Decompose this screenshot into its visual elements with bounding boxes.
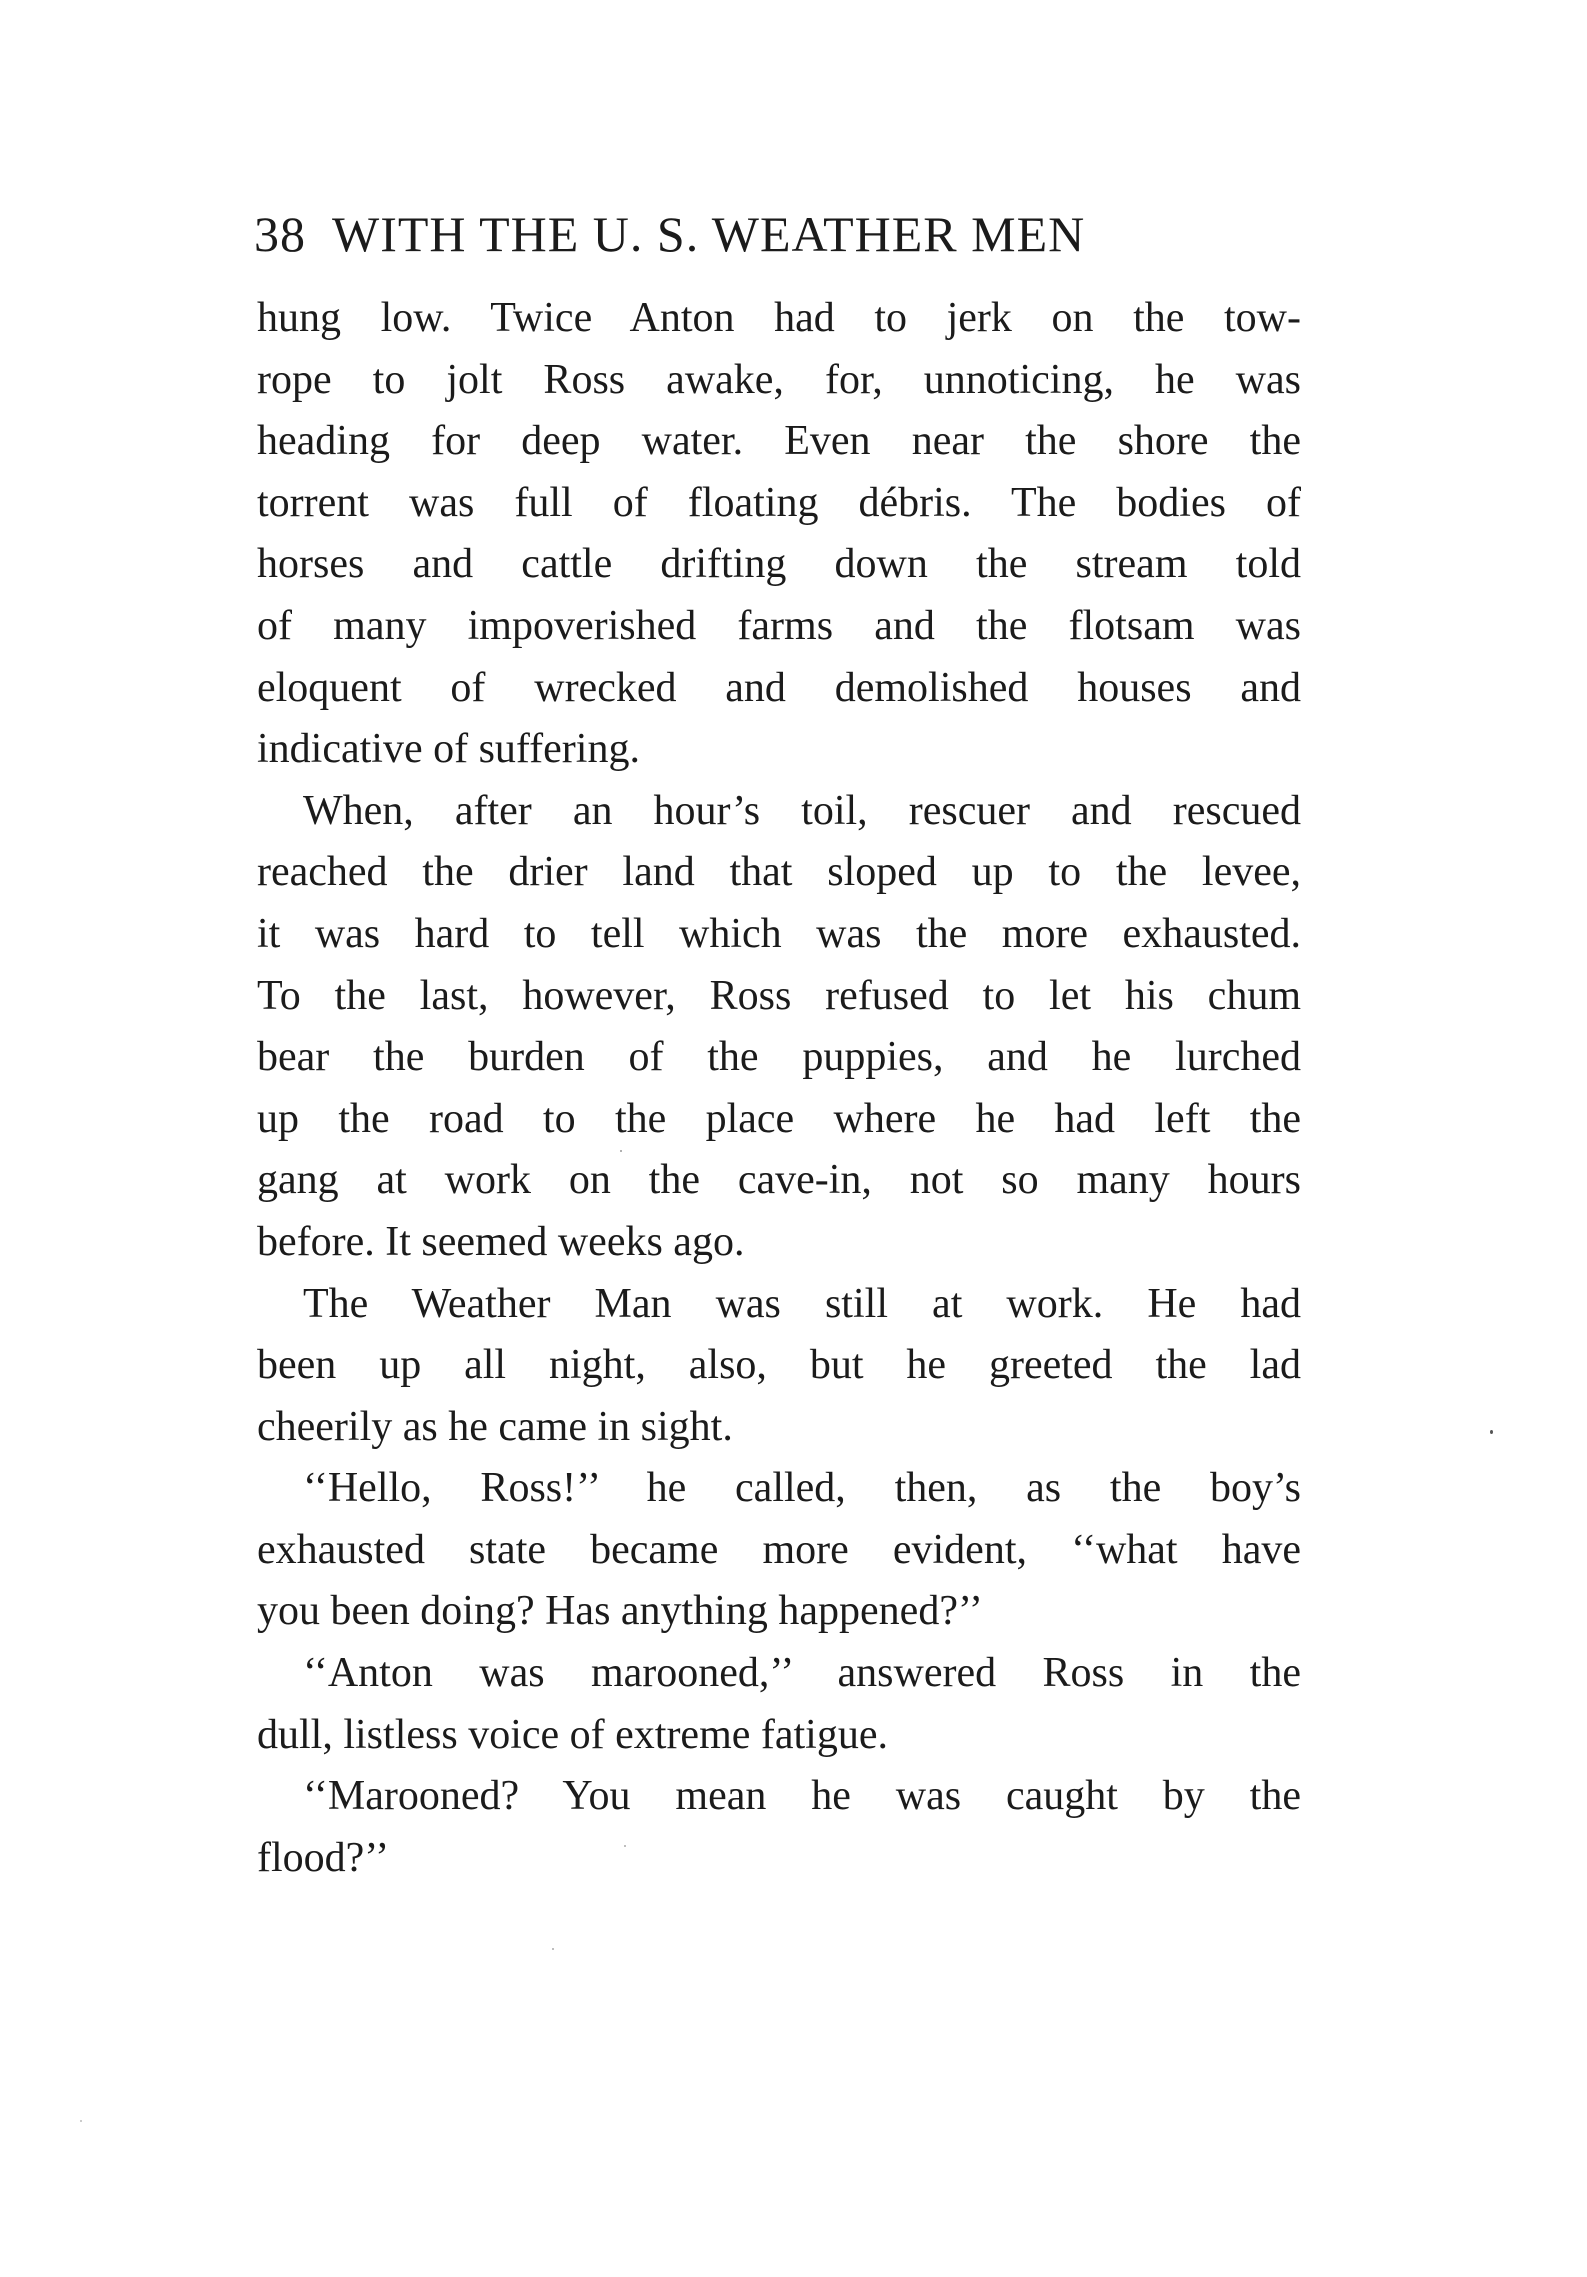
text-line: it was hard to tell which was the more exhausted. bbox=[257, 910, 1301, 957]
text-line: ‘‘Anton was marooned,’’ answered Ross in the bbox=[303, 1650, 1301, 1697]
text-line: indicative of suffering. bbox=[257, 726, 640, 773]
paragraph bbox=[257, 781, 1301, 1274]
text-line: ‘‘Marooned? You mean he was caught by the bbox=[303, 1773, 1301, 1820]
paragraph bbox=[257, 1643, 1301, 1766]
text-line: When, after an hour’s toil, rescuer and rescued bbox=[303, 787, 1301, 834]
text-line: gang at work on the cave-in, not so many hours bbox=[257, 1157, 1301, 1204]
page-number: 38 bbox=[254, 206, 306, 262]
running-head bbox=[254, 198, 1302, 270]
text-line: The Weather Man was still at work. He had bbox=[303, 1280, 1301, 1327]
paragraph bbox=[257, 288, 1301, 781]
paragraph bbox=[257, 1274, 1301, 1459]
paper-speck bbox=[80, 2120, 82, 2122]
paper-speck bbox=[1490, 1430, 1493, 1434]
text-line: up the road to the place where he had left the bbox=[257, 1095, 1301, 1142]
text-line: ‘‘Hello, Ross!’’ he called, then, as the boy’s bbox=[303, 1465, 1301, 1512]
text-line: hung low. Twice Anton had to jerk on the tow- bbox=[257, 295, 1301, 341]
paragraph bbox=[257, 1766, 1301, 1889]
text-line: of many impoverished farms and the flotsam was bbox=[257, 602, 1301, 649]
paper-speck bbox=[620, 1150, 622, 1152]
text-line: you been doing? Has anything happened?’’ bbox=[257, 1588, 983, 1635]
text-line: dull, listless voice of extreme fatigue. bbox=[257, 1711, 888, 1758]
running-title: WITH THE U. S. WEATHER MEN bbox=[332, 206, 1086, 262]
paper-speck bbox=[552, 1948, 554, 1950]
text-line: heading for deep water. Even near the shore the bbox=[257, 418, 1301, 465]
paper-speck bbox=[624, 1845, 626, 1847]
text-line: bear the burden of the puppies, and he lurched bbox=[257, 1034, 1301, 1081]
text-line: To the last, however, Ross refused to let his chum bbox=[257, 972, 1301, 1019]
text-line: reached the drier land that sloped up to the levee, bbox=[257, 849, 1301, 896]
body-text bbox=[257, 288, 1301, 1889]
text-line: eloquent of wrecked and demolished houses and bbox=[257, 664, 1301, 711]
text-line: exhausted state became more evident, ‘‘what have bbox=[257, 1526, 1301, 1573]
text-line: flood?’’ bbox=[257, 1834, 390, 1881]
text-line: been up all night, also, but he greeted the lad bbox=[257, 1342, 1301, 1389]
text-line: cheerily as he came in sight. bbox=[257, 1403, 733, 1450]
text-line: before. It seemed weeks ago. bbox=[257, 1218, 745, 1265]
text-line: torrent was full of floating débris. The bodies of bbox=[257, 479, 1301, 526]
text-line: horses and cattle drifting down the stream told bbox=[257, 541, 1301, 588]
text-line: rope to jolt Ross awake, for, unnoticing, he was bbox=[257, 356, 1301, 403]
paragraph bbox=[257, 1458, 1301, 1643]
